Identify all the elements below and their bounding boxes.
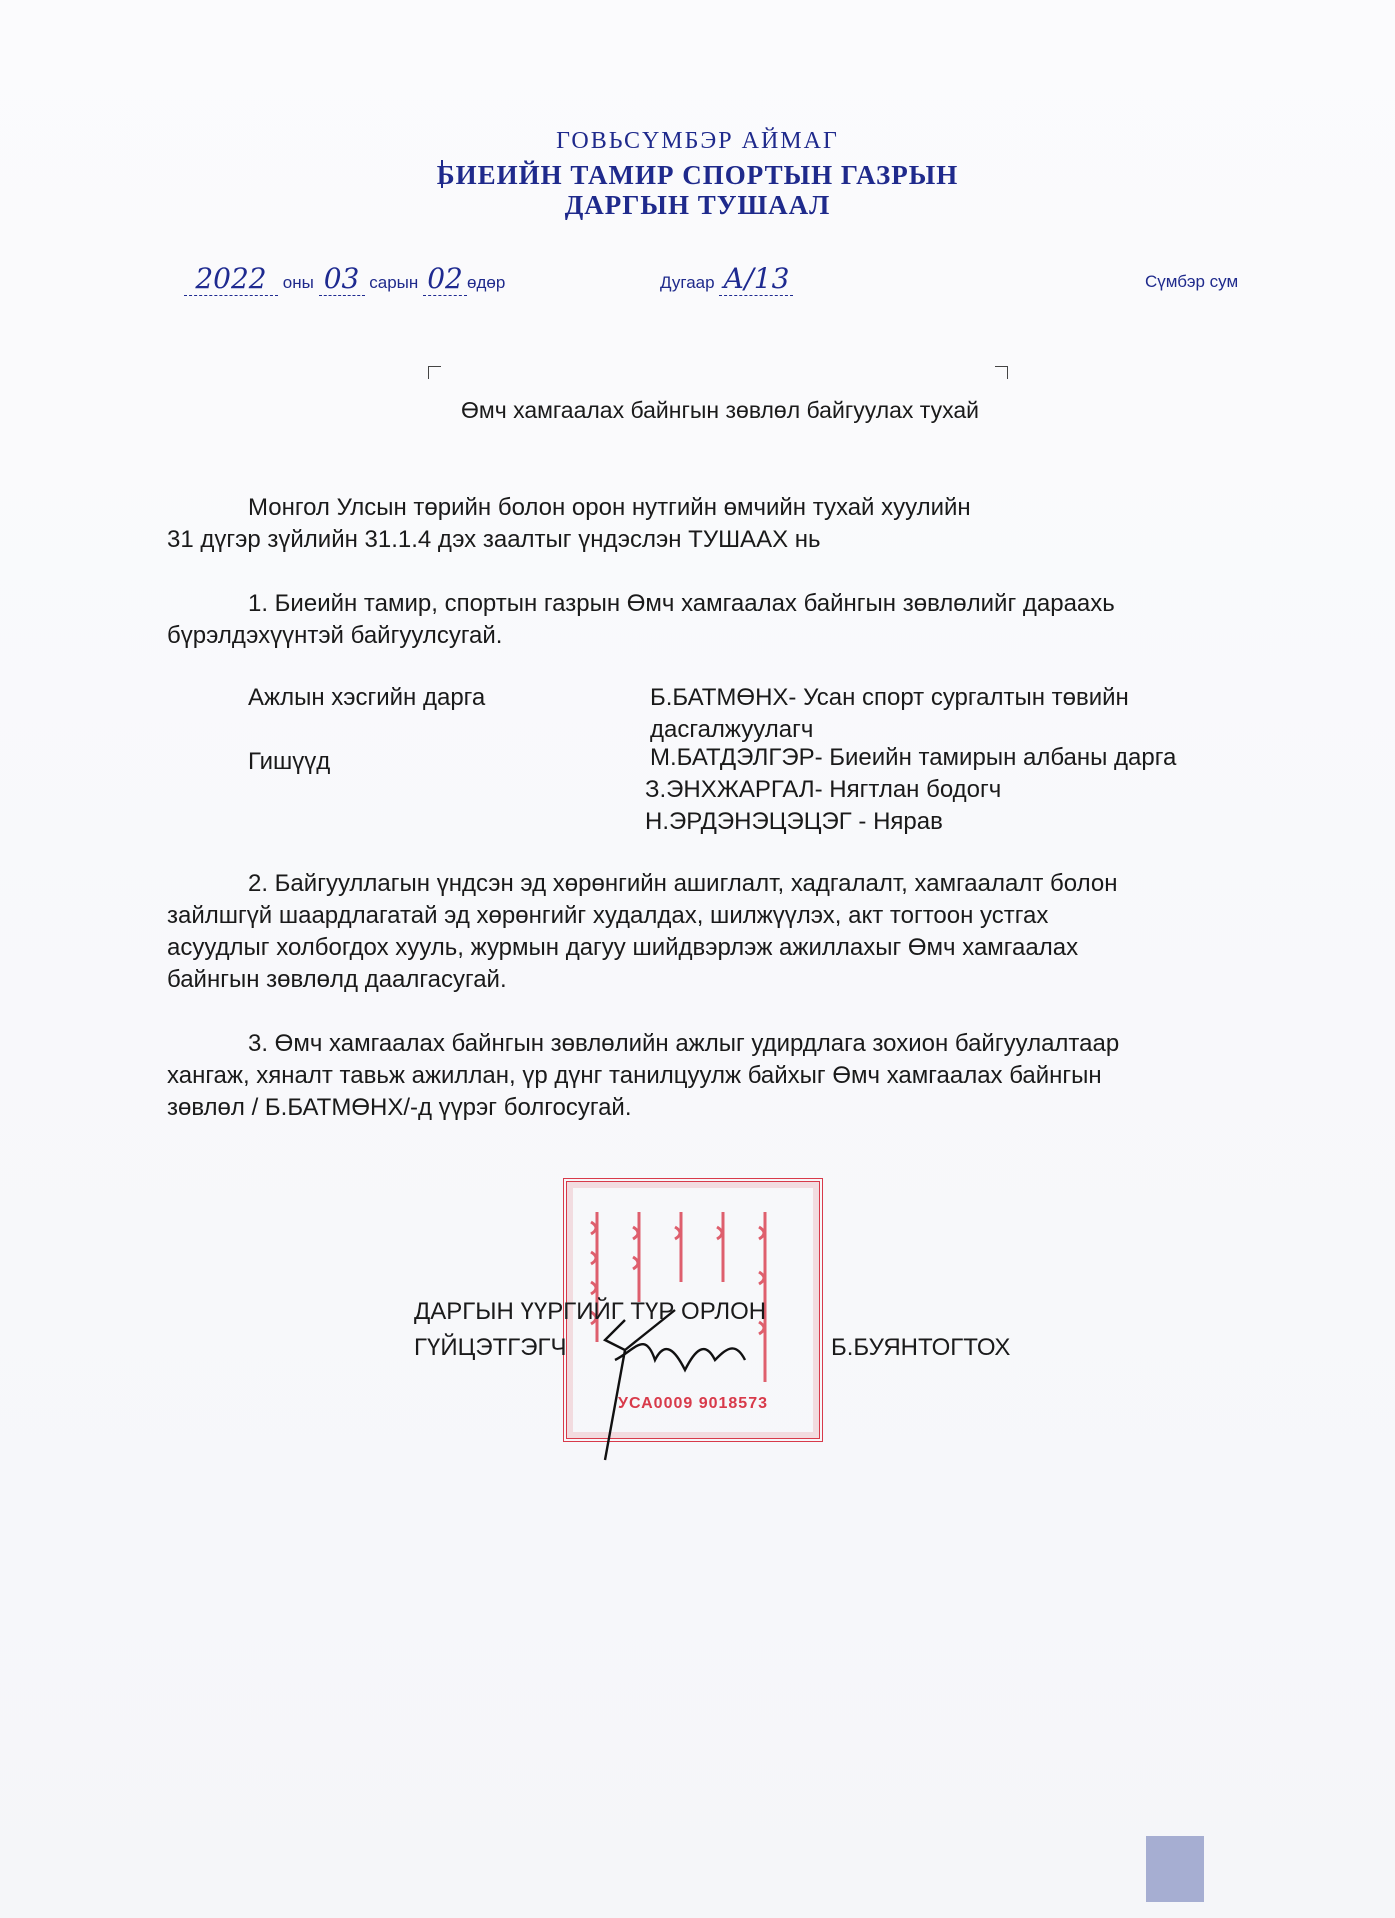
- members-role: Гишүүд: [248, 748, 331, 775]
- subject-corner-left: [428, 366, 441, 379]
- chair-role: Ажлын хэсгийн дарга: [248, 684, 486, 711]
- chair-name: Б.БАТМӨНХ- Усан спорт сургалтын төвийн: [650, 684, 1129, 711]
- subject-corner-right: [995, 366, 1008, 379]
- member-2: З.ЭНХЖАРГАЛ- Нягтлан бодогч: [645, 776, 1002, 803]
- order-place: Сүмбэр сум: [1145, 272, 1239, 291]
- intro-line-1: Монгол Улсын төрийн болон орон нутгийн өмчийн тухай хуулийн: [248, 494, 971, 521]
- date-day-suffix: өдөр: [467, 273, 506, 292]
- order-number-label: Дугаар: [660, 273, 715, 292]
- seal-id: УСА0009 9018573: [618, 1395, 768, 1412]
- item1-line-2: бүрэлдэхүүнтэй байгуулсугай.: [167, 622, 503, 649]
- order-date: [184, 262, 505, 296]
- date-month: 03: [319, 262, 365, 296]
- intro-line-2: 31 дүгэр зүйлийн 31.1.4 дэх заалтыг үндэслэн ТУШААХ нь: [167, 526, 821, 553]
- signer-title-line-1: ДАРГЫН ҮҮРГИЙГ ТҮР ОРЛОН: [414, 1298, 767, 1325]
- item2-line-1: 2. Байгууллагын үндсэн эд хөрөнгийн ашиглалт, хадгалалт, хамгаалалт болон: [248, 870, 1118, 897]
- signer-title-line-2: ГҮЙЦЭТГЭГЧ: [414, 1334, 567, 1361]
- date-day: 02: [423, 262, 467, 296]
- chair-name-cont: дасгалжуулагч: [650, 716, 814, 743]
- handwritten-signature: [565, 1210, 785, 1470]
- item3-line-1: 3. Өмч хамгаалах байнгын зөвлөлийн ажлыг удирдлага зохион байгуулалтаар: [248, 1030, 1120, 1057]
- item2-line-2: зайлшгүй шаардлагатай эд хөрөнгийг худалдах, шилжүүлэх, акт тогтоон устгах: [167, 902, 1049, 929]
- item1-line-1: 1. Биеийн тамир, спортын газрын Өмч хамгаалах байнгын зөвлөлийг дараахь: [248, 590, 1115, 617]
- signer-name: Б.БУЯНТОГТОХ: [831, 1334, 1011, 1361]
- header-agency: БИЕИЙН ТАМИР СПОРТЫН ГАЗРЫН: [436, 160, 959, 190]
- header-province: ГОВЬСҮМБЭР АЙМАГ: [556, 128, 839, 154]
- item2-line-3: асуудлыг холбогдох хууль, журмын дагуу шийдвэрлэж ажиллахыг Өмч хамгаалах: [167, 934, 1079, 961]
- date-year: 2022: [184, 262, 278, 296]
- state-emblem-icon: [1146, 1836, 1204, 1902]
- item2-line-4: байнгын зөвлөлд даалгасугай.: [167, 966, 507, 993]
- item3-line-2: хангаж, хяналт тавьж ажиллан, үр дүнг танилцуулж байхыг Өмч хамгаалах байнгын: [167, 1062, 1102, 1089]
- order-number-value: А/13: [719, 262, 793, 296]
- date-year-suffix: оны: [282, 273, 314, 292]
- member-3: Н.ЭРДЭНЭЦЭЦЭГ - Нярав: [645, 808, 943, 835]
- order-number: [660, 262, 793, 296]
- date-month-suffix: сарын: [369, 273, 419, 292]
- member-1: М.БАТДЭЛГЭР- Биеийн тамирын албаны дарга: [650, 744, 1177, 771]
- item3-line-3: зөвлөл / Б.БАТМӨНХ/-д үүрэг болгосугай.: [167, 1094, 632, 1121]
- header-order-title: ДАРГЫН ТУШААЛ: [564, 190, 831, 220]
- order-subject: Өмч хамгаалах байнгын зөвлөл байгуулах тухай: [461, 397, 979, 423]
